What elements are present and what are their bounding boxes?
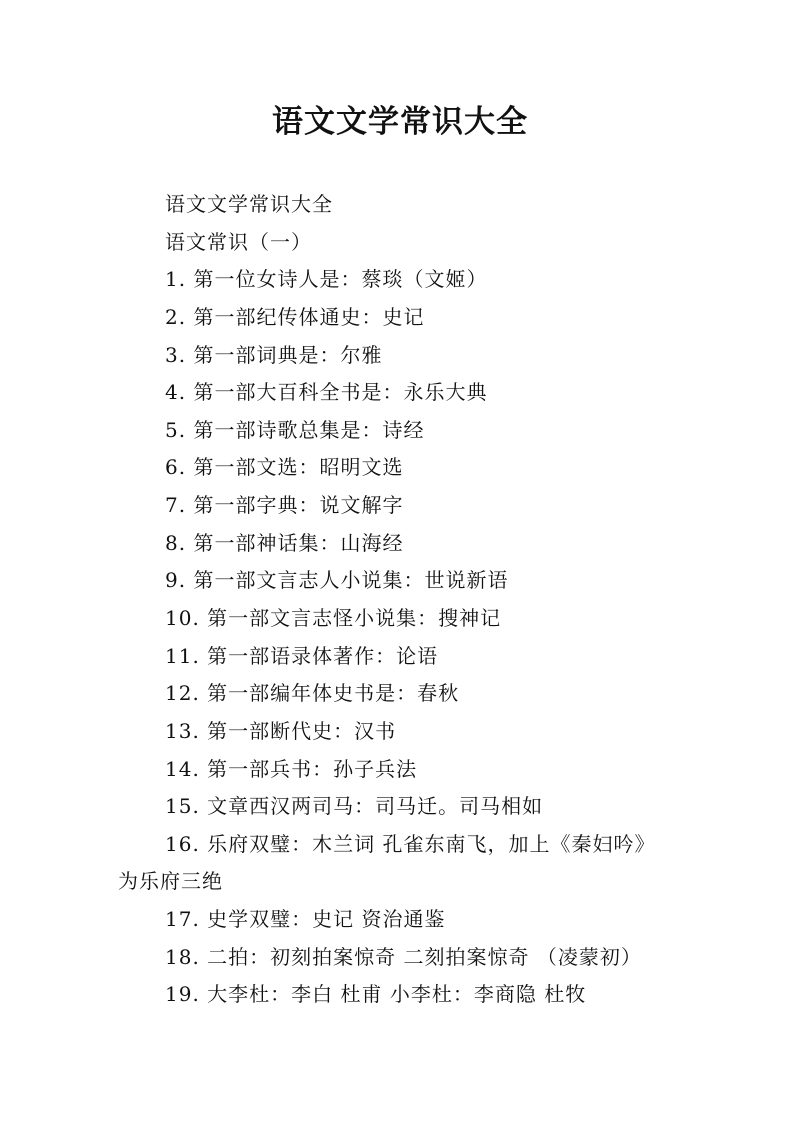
list-item: 15. 文章西汉两司马：司马迁。司马相如 (165, 794, 544, 818)
list-item: 17. 史学双璧：史记 资治通鉴 (165, 907, 446, 931)
list-item: 19. 大李杜：李白 杜甫 小李杜：李商隐 杜牧 (165, 982, 587, 1006)
list-item: 11. 第一部语录体著作：论语 (165, 644, 439, 668)
list-item: 13. 第一部断代史：汉书 (165, 719, 397, 743)
list-item: 8. 第一部神话集：山海经 (165, 531, 404, 555)
list-item: 10. 第一部文言志怪小说集：搜神记 (165, 606, 502, 630)
list-item: 9. 第一部文言志人小说集：世说新语 (165, 568, 509, 592)
list-item: 1. 第一位女诗人是：蔡琰（文姬） (165, 267, 488, 291)
list-item: 5. 第一部诗歌总集是：诗经 (165, 418, 425, 442)
section-heading: 语文常识（一） (165, 230, 312, 254)
list-item: 3. 第一部词典是：尔雅 (165, 343, 383, 367)
list-item: 14. 第一部兵书：孙子兵法 (165, 757, 418, 781)
document-subtitle: 语文文学常识大全 (165, 192, 333, 216)
list-item: 18. 二拍：初刻拍案惊奇 二刻拍案惊奇 （凌蒙初） (165, 945, 642, 969)
list-item: 6. 第一部文选：昭明文选 (165, 455, 404, 479)
list-item: 16. 乐府双璧：木兰词 孔雀东南飞，加上《秦妇吟》 (165, 832, 656, 856)
list-item-continuation: 为乐府三绝 (118, 869, 223, 893)
list-item: 4. 第一部大百科全书是：永乐大典 (165, 380, 488, 404)
list-item: 7. 第一部字典：说文解字 (165, 493, 404, 517)
list-item: 2. 第一部纪传体通史：史记 (165, 305, 425, 329)
list-item: 12. 第一部编年体史书是：春秋 (165, 681, 460, 705)
page-title: 语文文学常识大全 (272, 104, 528, 140)
